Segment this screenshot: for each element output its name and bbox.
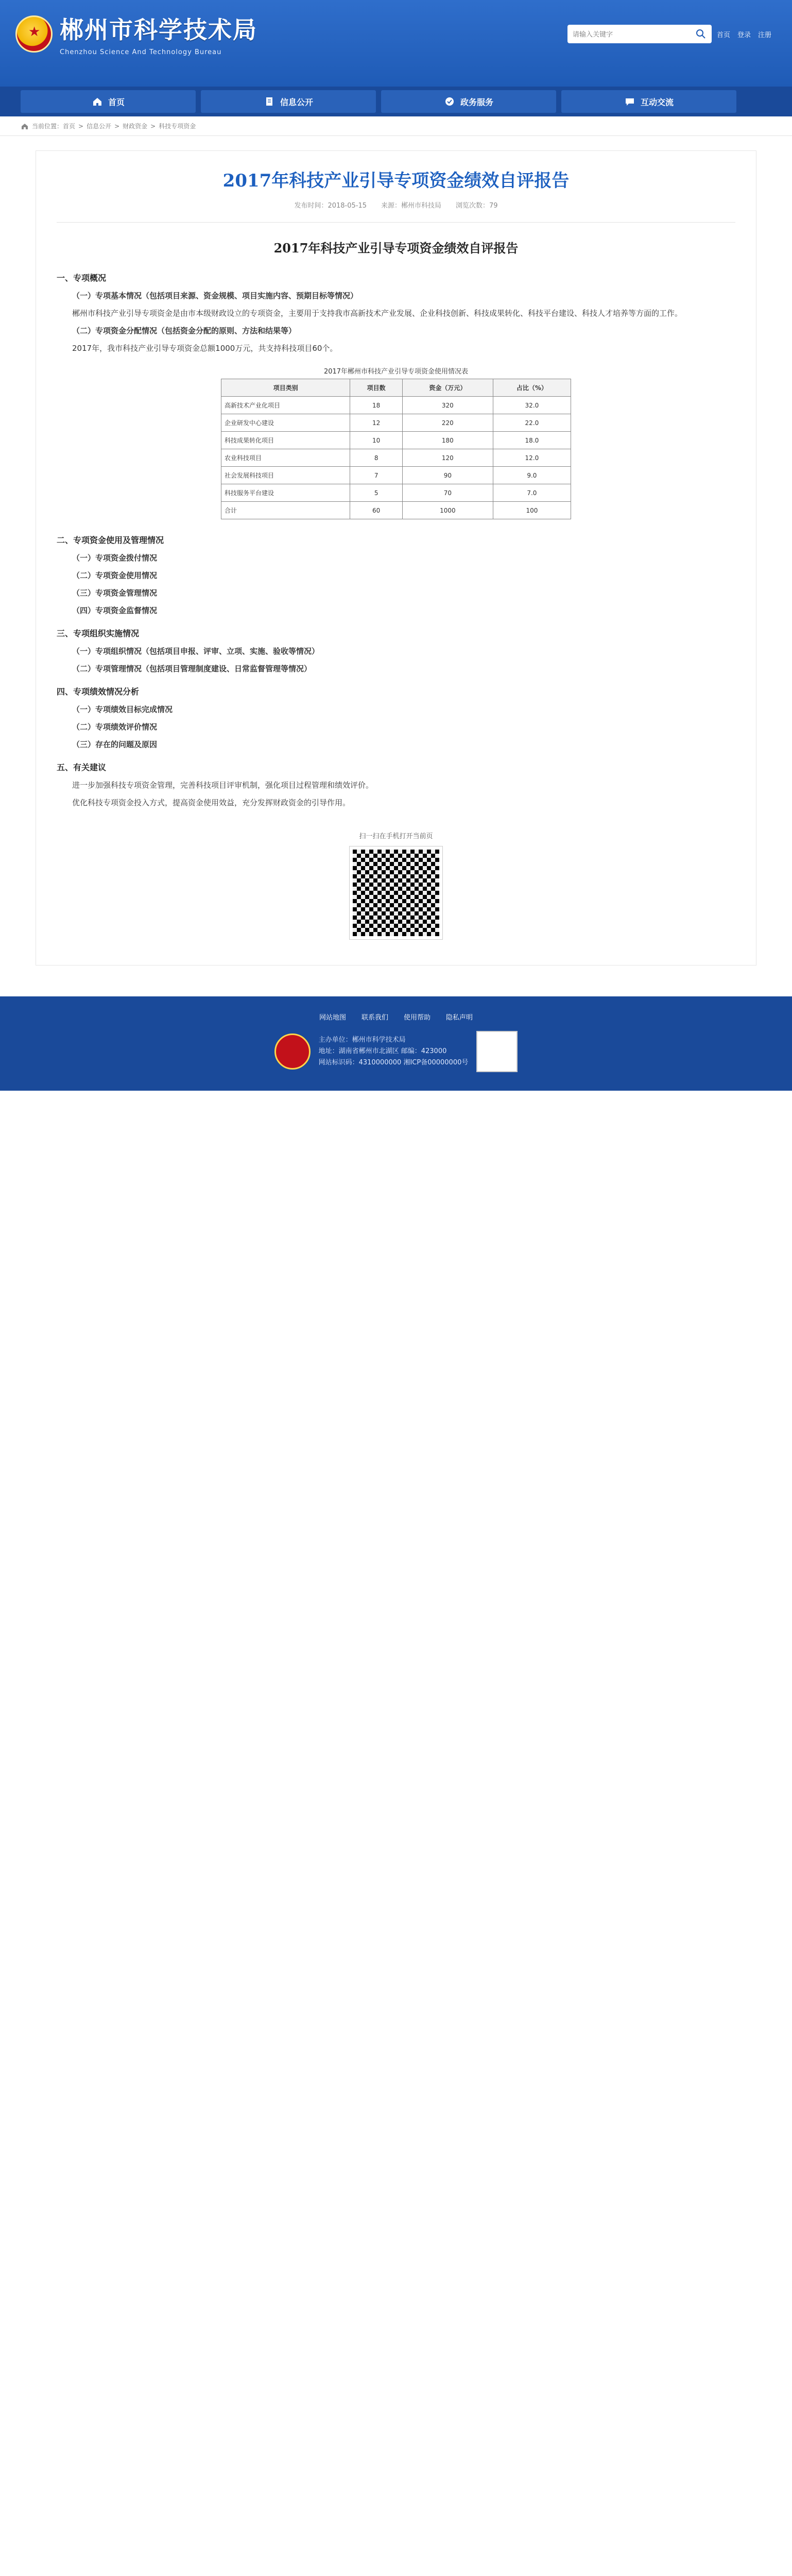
- section-paragraph: （一）专项组织情况（包括项目申报、评审、立项、实施、验收等情况）: [72, 647, 320, 656]
- breadcrumb-item[interactable]: 信息公开: [87, 123, 112, 130]
- nav-item-label: 政务服务: [460, 97, 493, 107]
- section-paragraph: （一）专项绩效目标完成情况: [72, 705, 173, 714]
- table-cell: 120: [402, 449, 493, 467]
- table-cell: 7: [350, 467, 402, 484]
- article-source: 来源：郴州市科技局: [381, 202, 442, 210]
- table-cell: 科技成果转化项目: [221, 432, 350, 449]
- table-row: [221, 432, 571, 449]
- section-heading: 四、专项绩效情况分析: [57, 687, 140, 697]
- qr-caption: 扫一扫在手机打开当前页: [359, 833, 433, 840]
- section-heading: 五、有关建议: [57, 762, 107, 772]
- nav-item-info[interactable]: [201, 90, 376, 113]
- nav-item-label: 信息公开: [280, 97, 313, 107]
- site-title: 郴州市科学技术局: [60, 16, 257, 44]
- article-title: 2017年科技产业引导专项资金绩效自评报告: [222, 171, 570, 191]
- doc-icon: [264, 96, 275, 107]
- table-cell: 企业研发中心建设: [221, 414, 350, 432]
- table-header: 项目类别: [221, 379, 350, 397]
- section-paragraph: （二）专项资金分配情况（包括资金分配的原则、方法和结果等）: [72, 326, 297, 335]
- section-paragraph: （三）存在的问题及原因: [72, 740, 158, 749]
- nav-item-label: 首页: [108, 97, 125, 107]
- table-cell: 60: [350, 502, 402, 519]
- table-cell: 5: [350, 484, 402, 502]
- section-paragraph: （二）专项绩效评价情况: [72, 722, 158, 732]
- table-cell: 8: [350, 449, 402, 467]
- table-header: 占比（%）: [493, 379, 571, 397]
- table-header: 资金（万元）: [402, 379, 493, 397]
- section-paragraph: 郴州市科技产业引导专项资金是由市本级财政设立的专项资金，主要用于支持我市高新技术产业发展、企业科技创新、科技成果转化、科技平台建设、科技人才培养等方面的工作。: [72, 309, 683, 318]
- table-cell: 7.0: [493, 484, 571, 502]
- section-heading: 二、专项资金使用及管理情况: [57, 535, 164, 545]
- table-cell: 12: [350, 414, 402, 432]
- doc-title: 2017年科技产业引导专项资金绩效自评报告: [273, 241, 519, 256]
- emblem-icon: [15, 15, 53, 53]
- table-cell: 18.0: [493, 432, 571, 449]
- table-cell: 10: [350, 432, 402, 449]
- breadcrumb-item[interactable]: 当前位置：首页: [32, 123, 76, 130]
- footer-link[interactable]: 使用帮助: [404, 1014, 431, 1022]
- section-heading: 三、专项组织实施情况: [57, 629, 140, 638]
- breadcrumb: [0, 116, 792, 136]
- table-caption: 2017年郴州市科技产业引导专项资金使用情况表: [323, 368, 469, 376]
- breadcrumb-separator: >: [78, 122, 84, 130]
- breadcrumb-item[interactable]: 科技专项资金: [159, 123, 196, 130]
- table-cell: 农业科技项目: [221, 449, 350, 467]
- qr-area: [57, 831, 735, 939]
- table-row: [221, 397, 571, 414]
- footer-link[interactable]: 隐私声明: [446, 1014, 473, 1022]
- table-cell: 高新技术产业化项目: [221, 397, 350, 414]
- article-meta: [57, 200, 735, 210]
- table-cell: 合计: [221, 502, 350, 519]
- breadcrumb-item[interactable]: 财政资金: [123, 123, 148, 130]
- table-row-total: [221, 502, 571, 519]
- table-cell: 1000: [402, 502, 493, 519]
- search-input[interactable]: [573, 30, 691, 38]
- party-emblem-icon[interactable]: [274, 1033, 311, 1070]
- logo[interactable]: [15, 11, 257, 56]
- divider: [57, 222, 735, 223]
- section-paragraph: 进一步加强科技专项资金管理，完善科技项目评审机制，强化项目过程管理和绩效评价。: [72, 781, 374, 790]
- table-cell: 180: [402, 432, 493, 449]
- home-icon: [21, 122, 29, 130]
- section-paragraph: 优化科技专项资金投入方式，提高资金使用效益，充分发挥财政资金的引导作用。: [72, 798, 351, 807]
- gov-badge-icon[interactable]: [476, 1031, 518, 1072]
- main-nav: [0, 87, 792, 116]
- breadcrumb-separator: >: [114, 122, 120, 130]
- footer-line: 主办单位：郴州市科学技术局: [318, 1036, 406, 1044]
- section-paragraph: （一）专项资金拨付情况: [72, 553, 158, 563]
- table-cell: 100: [493, 502, 571, 519]
- publish-date: 发布时间：2018-05-15: [294, 202, 367, 210]
- section-paragraph: （三）专项资金管理情况: [72, 588, 158, 598]
- table-cell: 社会发展科技项目: [221, 467, 350, 484]
- section-paragraph: （四）专项资金监督情况: [72, 606, 158, 615]
- header-links: [717, 29, 771, 39]
- footer-link[interactable]: 网站地图: [319, 1014, 346, 1022]
- search-icon[interactable]: [695, 28, 707, 40]
- footer-line: 地址：湖南省郴州市北湖区 邮编：423000: [318, 1047, 447, 1055]
- home-icon: [92, 96, 103, 107]
- table-cell: 320: [402, 397, 493, 414]
- table-cell: 220: [402, 414, 493, 432]
- service-icon: [444, 96, 455, 107]
- header-link-login[interactable]: 登录: [737, 31, 751, 39]
- footer-links: [0, 1012, 792, 1022]
- footer-text: [319, 1035, 469, 1069]
- chat-icon: [624, 96, 635, 107]
- table-cell: 12.0: [493, 449, 571, 467]
- table-cell: 9.0: [493, 467, 571, 484]
- header-link-home[interactable]: 首页: [716, 31, 730, 39]
- section-paragraph: （二）专项管理情况（包括项目管理制度建设、日常监督管理等情况）: [72, 664, 312, 673]
- table-header-row: [221, 379, 571, 397]
- table-cell: 70: [402, 484, 493, 502]
- section-heading: 一、专项概况: [57, 273, 107, 283]
- section-paragraph: （一）专项基本情况（包括项目来源、资金规模、项目实施内容、预期目标等情况）: [72, 291, 358, 300]
- nav-item-home[interactable]: [21, 90, 196, 113]
- view-count: 浏览次数：79: [456, 202, 498, 210]
- site-subtitle: Chenzhou Science And Technology Bureau: [60, 48, 222, 56]
- table-cell: 18: [350, 397, 402, 414]
- table-row: [221, 484, 571, 502]
- table-cell: 22.0: [493, 414, 571, 432]
- table-row: [221, 467, 571, 484]
- header-link-register[interactable]: 注册: [757, 31, 771, 39]
- budget-table-wrap: [57, 366, 735, 519]
- table-header: 项目数: [350, 379, 402, 397]
- breadcrumb-separator: >: [150, 122, 156, 130]
- footer-info: [0, 1031, 792, 1072]
- nav-item-interact[interactable]: [561, 90, 736, 113]
- nav-item-service[interactable]: [381, 90, 556, 113]
- footer-link[interactable]: 联系我们: [361, 1014, 388, 1022]
- article-container: [36, 150, 756, 965]
- site-header: [0, 0, 792, 87]
- nav-item-label: 互动交流: [640, 97, 674, 107]
- site-footer: [0, 996, 792, 1091]
- section-paragraph: 2017年，我市科技产业引导专项资金总额1000万元，共支持科技项目60个。: [72, 344, 338, 353]
- qr-code-icon: [350, 846, 442, 939]
- section-paragraph: （二）专项资金使用情况: [72, 571, 158, 580]
- search-box: [567, 25, 712, 43]
- footer-line: 网站标识码：4310000000 湘ICP备00000000号: [318, 1059, 469, 1066]
- table-row: [221, 449, 571, 467]
- budget-table: [221, 379, 571, 519]
- table-row: [221, 414, 571, 432]
- table-cell: 科技服务平台建设: [221, 484, 350, 502]
- table-cell: 32.0: [493, 397, 571, 414]
- header-tools: [567, 25, 771, 43]
- table-cell: 90: [402, 467, 493, 484]
